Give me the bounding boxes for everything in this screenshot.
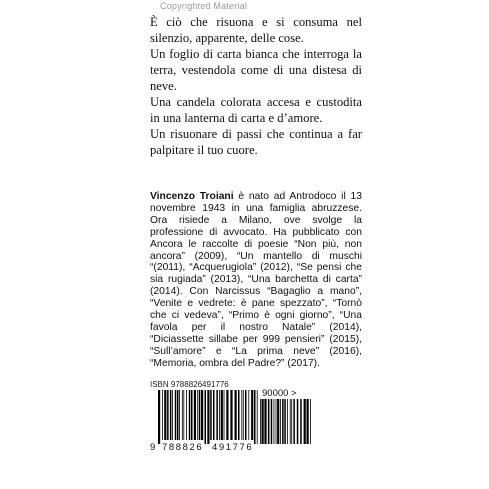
barcode-bar [224, 390, 225, 440]
poem-line: È ciò che risuona e si consuma nel silenzio, apparente, delle cose. [150, 15, 362, 45]
barcode-bar [307, 399, 309, 444]
author-name: Vincenzo Troiani [150, 191, 234, 202]
barcode-bar [271, 399, 273, 444]
addon-digits: 90000 > [262, 388, 297, 399]
barcode-bar [221, 390, 223, 440]
barcode-bar [297, 399, 299, 444]
barcode-bar [287, 399, 288, 444]
barcode-bar [226, 390, 228, 440]
barcode-bar [189, 390, 191, 440]
barcode-bar [205, 390, 207, 444]
barcode-bar [186, 390, 187, 440]
barcode-bar [274, 399, 275, 444]
bio-text: è nato ad Antrodoco il 13 novembre 1943 in una famiglia abruzzese. Ora risiede a Milano, ove svolge la professione di avvocato. Ha pubblicato con Ancora le raccolte di poesie “Non più, non ancora” (2009), “Un mantello di muschi “(2011), “Acquerugiola” (2012), “Se pensi che sia rugiada” (2013), “Una barchetta di carta” (2014). Con Narcissus “Bagaglio a mano”, “Venite e vedrete: è pane spezzato”, “Tornò che ci vedeva”, “Primo è ogni giorno”, “Una favola per il nostro Natale” (2014), “Diciassette sillabe per 999 pensieri” (2015), “Sull’amore” e “La prima neve” (2016), “Memoria, ombra del Padre?” (2017). [150, 191, 362, 369]
barcode-bar [276, 399, 277, 444]
barcode-bar [238, 390, 240, 440]
barcode-bar [264, 399, 266, 444]
barcode-bar [170, 390, 172, 440]
barcode-bar [254, 390, 256, 444]
ean-barcode [158, 390, 258, 444]
barcode-bar [277, 399, 279, 444]
barcode-bar [177, 390, 179, 440]
barcode-bar [300, 399, 302, 444]
barcode-bar [282, 399, 284, 444]
barcode-bar [199, 390, 201, 440]
barcode-bar [183, 390, 184, 440]
barcode-bar [207, 390, 209, 444]
barcode-bar [179, 390, 180, 440]
ean-first-digit: 9 [150, 442, 156, 453]
poem-line: Un foglio di carta bianca che interroga la terra, vestendola come di una distesa di neve. [150, 47, 362, 93]
barcode-bar [310, 399, 311, 444]
addon-barcode [260, 399, 312, 444]
barcode-bar [260, 399, 261, 444]
ean-left-digits: 788826 [162, 442, 204, 453]
barcode-bar [201, 390, 203, 440]
author-bio [150, 191, 362, 370]
barcode-bar [257, 390, 258, 444]
barcode-bar [230, 390, 232, 440]
barcode-bar [248, 390, 249, 440]
barcode-bar [162, 390, 163, 440]
barcode-bar [241, 390, 242, 440]
barcode-bar [304, 399, 306, 444]
barcode-bar [284, 399, 286, 444]
barcode-bar [158, 390, 160, 444]
barcode-bar [194, 390, 196, 440]
barcode-bar [293, 399, 295, 444]
barcode-bar [167, 390, 169, 440]
barcode-bar [280, 399, 281, 444]
barcode-bar [291, 399, 292, 444]
ean-right-digits: 491776 [212, 442, 254, 453]
barcode-bar [219, 390, 220, 440]
copyright-watermark: Copyrighted Material [160, 1, 248, 11]
barcode-bar [251, 390, 253, 440]
barcode-bar [164, 390, 166, 440]
poem-line: Una candela colorata accesa e custodita in una lanterna di carta e d’amore. [150, 95, 362, 125]
barcode-bar [262, 399, 264, 444]
barcode-bar [213, 390, 215, 440]
barcode-bar [245, 390, 247, 440]
barcode-bar [175, 390, 177, 440]
barcode-bar [290, 399, 291, 444]
barcode-bar [210, 390, 212, 440]
barcode-bar [268, 399, 270, 444]
barcode-bar [243, 390, 244, 440]
isbn-label: ISBN 9788826491776 [150, 380, 229, 389]
barcode-bar [197, 390, 198, 440]
poem-line: Un risuonare di passi che continua a far palpitare il tuo cuore. [150, 127, 362, 157]
barcode-bar [172, 390, 173, 440]
poem-text [150, 14, 362, 158]
barcode-bar [235, 390, 237, 440]
barcode-bar [191, 390, 193, 440]
barcode-bar [182, 390, 183, 440]
barcode-bar [216, 390, 218, 440]
